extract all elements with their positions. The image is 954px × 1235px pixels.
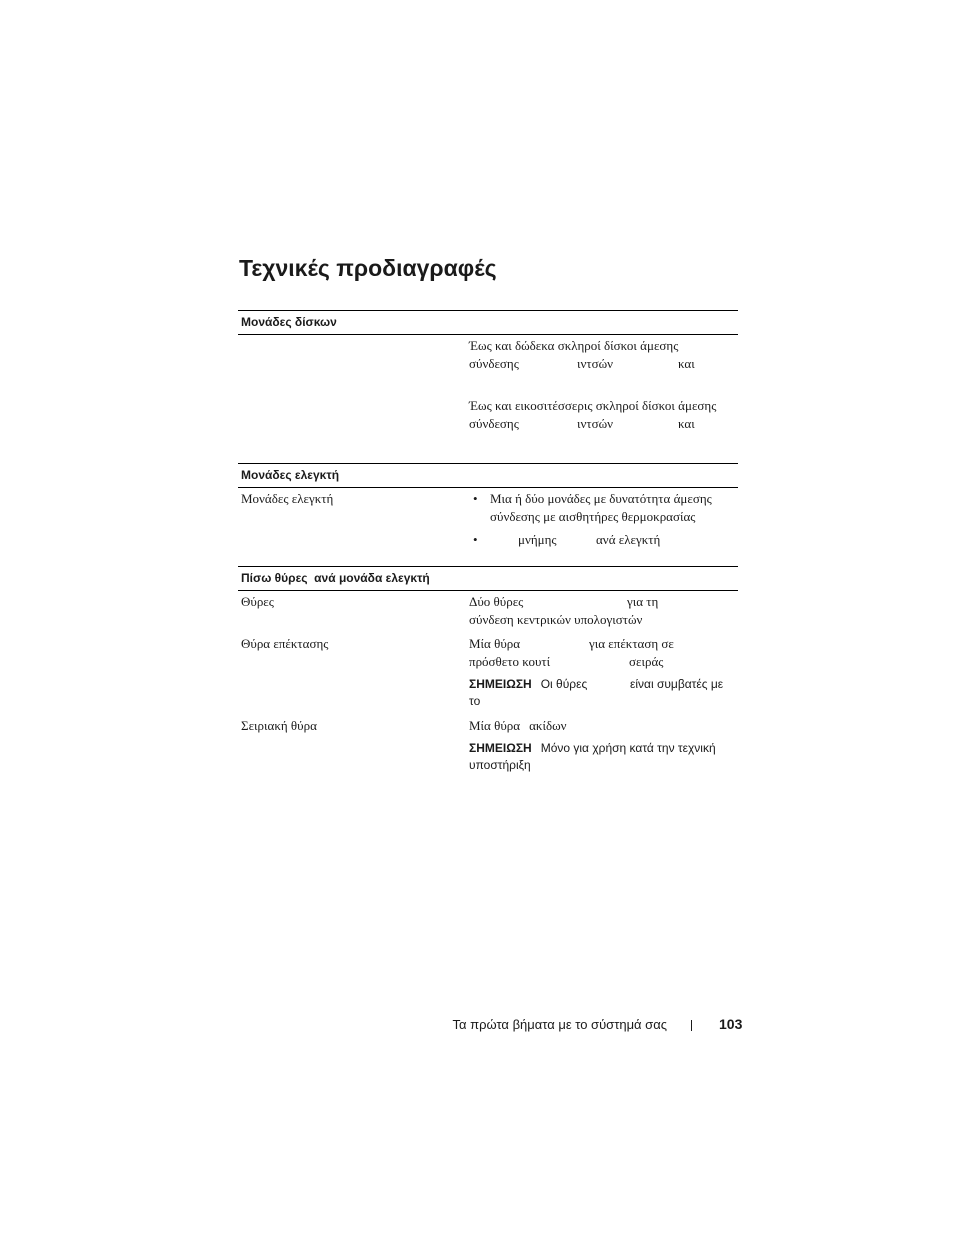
drives-b-line1: Έως και εικοσιτέσσερις σκληροί δίσκοι άμεσης: [469, 398, 717, 413]
expansion-word4: σειράς: [629, 654, 664, 669]
ports-value: [469, 593, 738, 629]
controllers-b2-word2: ανά ελεγκτή: [596, 532, 661, 547]
ports-line1: [469, 593, 738, 611]
ports-label: Θύρες: [241, 594, 274, 609]
ports-line2: σύνδεση κεντρικών υπολογιστών: [469, 612, 643, 627]
section-heading-controllers: Μονάδες ελεγκτή: [238, 463, 738, 488]
expansion-port-value: [469, 635, 738, 710]
note-expansion: [469, 676, 738, 693]
expansion-word3: πρόσθετο κουτί: [469, 654, 551, 669]
drives-value: [469, 337, 738, 463]
controllers-bullet-1: [469, 490, 738, 526]
bullet-icon: •: [473, 491, 478, 506]
controllers-row: [238, 488, 738, 566]
section-heading-ports: Πίσω θύρες ανά μονάδα ελεγκτή: [238, 566, 738, 591]
controllers-label: Μονάδες ελεγκτή: [241, 491, 334, 506]
page-title: Τεχνικές προδιαγραφές: [239, 255, 497, 281]
expansion-port-row: [238, 635, 738, 710]
note-label: ΣΗΜΕΙΩΣΗ: [469, 741, 532, 755]
expansion-word1: Μία θύρα: [469, 636, 521, 651]
page-footer: [0, 1015, 954, 1035]
serial-line1: [469, 717, 738, 735]
note-serial-line2: υποστήριξη: [469, 758, 531, 772]
drives-a-word1: σύνδεσης: [469, 356, 519, 371]
spec-table: [238, 310, 738, 774]
drives-a-line1: Έως και δώδεκα σκληροί δίσκοι άμεσης: [469, 338, 679, 353]
serial-port-value: [469, 717, 738, 774]
note-label: ΣΗΜΕΙΩΣΗ: [469, 677, 532, 691]
drives-b-word2: ιντσών: [577, 416, 614, 431]
ports-row: [238, 591, 738, 629]
drives-a-word3: και: [678, 356, 695, 371]
serial-word2: ακίδων: [529, 718, 567, 733]
bullet-icon: •: [473, 532, 478, 547]
note-serial-text: Μόνο για χρήση κατά την τεχνική: [540, 741, 716, 755]
note-serial: [469, 740, 738, 757]
expansion-word2: για επέκταση σε: [589, 636, 674, 651]
drives-b-word1: σύνδεσης: [469, 416, 519, 431]
drives-a-word2: ιντσών: [577, 356, 614, 371]
controllers-b1-line1: Μια ή δύο μονάδες με δυνατότητα άμεσης: [490, 491, 712, 506]
controllers-value: [469, 490, 738, 566]
drives-a-line2: [469, 355, 738, 373]
serial-port-row: [238, 717, 738, 774]
controllers-bullet-2: [469, 531, 738, 549]
drives-b-line2: [469, 415, 738, 433]
expansion-line1: [469, 635, 738, 653]
note-expansion-word1: Οι θύρες: [540, 677, 588, 691]
note-expansion-line2: το: [469, 694, 481, 708]
ports-word1: Δύο θύρες: [469, 594, 524, 609]
controllers-b1-line2: σύνδεσης με αισθητήρες θερμοκρασίας: [490, 509, 696, 524]
serial-port-label: Σειριακή θύρα: [241, 718, 317, 733]
serial-word1: Μία θύρα: [469, 718, 521, 733]
expansion-line2: [469, 653, 738, 671]
expansion-port-label: Θύρα επέκτασης: [241, 636, 329, 651]
page-number: 103: [719, 1016, 743, 1032]
ports-word2: για τη: [627, 594, 659, 609]
section-heading-drives: Μονάδες δίσκων: [238, 310, 738, 335]
controllers-b2-word1: μνήμης: [518, 532, 557, 547]
footer-separator: [691, 1020, 692, 1031]
drives-row: [238, 335, 738, 463]
footer-text: Τα πρώτα βήματα με το σύστημά σας: [452, 1017, 667, 1032]
note-expansion-word2: είναι συμβατές με: [630, 677, 724, 691]
drives-label: [238, 337, 469, 463]
drives-b-word3: και: [678, 416, 695, 431]
